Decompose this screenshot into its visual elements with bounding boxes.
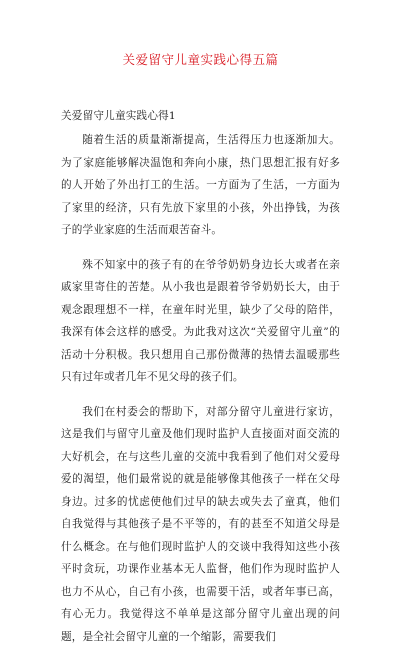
paragraph-1: 随着生活的质量渐渐提高，生活得压力也逐渐加大。为了家庭能够解决温饱和奔向小康，热门思想汇报有好多的人开始了外出打工的生活。一方面为了生活，一方面为了家里的经济，只有先放下家里的小孩，外出挣钱，为孩子的学业家庭的生活而艰苦奋斗。 [61,129,340,242]
section-heading: 关爱留守儿童实践心得1 [61,109,340,123]
paragraph-3: 我们在村委会的帮助下，对部分留守儿童进行家访，这是我们与留守儿童及他们现时监护人直接面对面交流的大好机会，在与这些儿童的交流中我看到了他们对父爱母爱的渴望，他们最常说的就是能够像其他孩子一样在父母身边。过多的忧虑使他们过早的缺去或失去了童真，他们自我觉得与其他孩子是不平等的，有的甚至不知道父母是什么概念。在与他们现时监护人的交谈中我得知这些小孩平时贪玩，功课作业基本无人监督，他们作为现时监护人也力不从心，自己有小孩，也需要干活，或者年事已高，有心无力。我觉得这不单单是这部分留守儿童出现的问题，是全社会留守儿童的一个缩影，需要我们 [61,401,340,648]
paragraph-2: 殊不知家中的孩子有的在爷爷奶奶身边长大或者在亲戚家里寄住的苦楚。从小我也是跟着爷爷奶奶长大，由于观念跟理想不一样，在童年时光里，缺少了父母的陪伴，我深有体会这样的感受。为此我对这次“关爱留守儿童”的活动十分积极。我只想用自己那份微薄的热情去温暖那些只有过年或者几年不见父母的孩子们。 [61,254,340,389]
document-title: 关爱留守儿童实践心得五篇 [61,0,340,68]
